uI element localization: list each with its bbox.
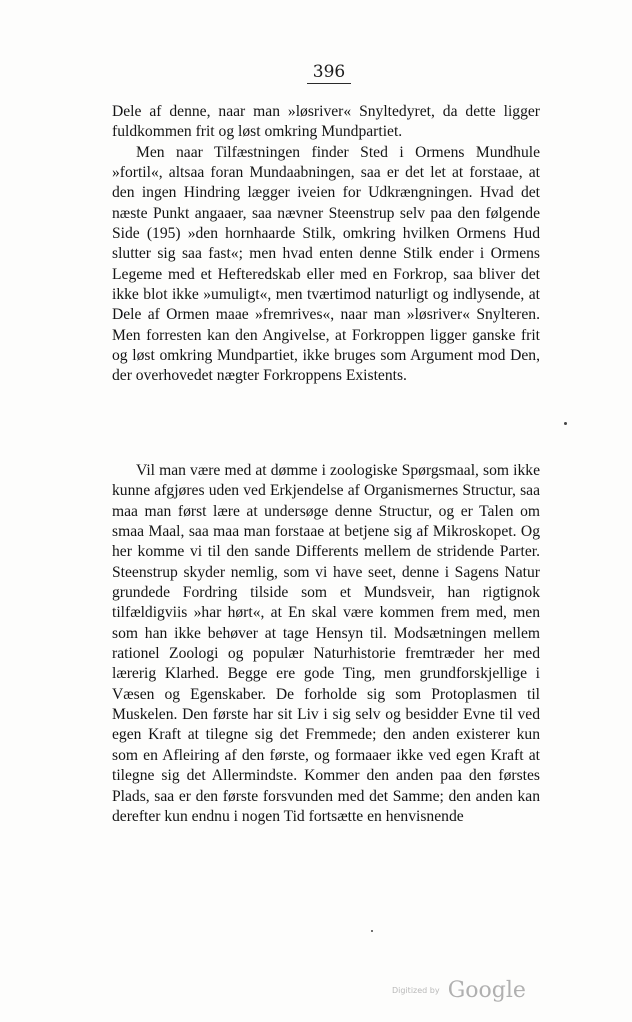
watermark-prefix: Digitized by <box>392 986 440 995</box>
page-number-text: 396 <box>307 62 351 84</box>
paragraph: Vil man være med at dømme i zoologiske Spørgsmaal, som ikke kunne afgjøres uden ved Erkjendelse af Organismernes Structur, saa maa man først lære at undersøge denne Structur, og er Talen om smaa Maal, saa maa man forstaae at betjene sig af Mikroskopet. Og her komme vi til den sande Differents mellem de stridende Parter. Steenstrup skyder nemlig, som vi have seet, denne i Sagens Natur grundede Fordring tilside som et Mundsveir, han rigtignok tilfældigviis »har hørt«, at En skal være kommen frem med, men som han ikke behøver at tage Hensyn til. Modsætningen mellem rationel Zoologi og populær Naturhistorie fremtræder her med lærerig Klarhed. Begge ere gode Ting, men grundforskjellige i Væsen og Egenskaber. De forholde sig som Protoplasmen til Muskelen. Den første har sit Liv i sig selv og besidder Evne til ved egen Kraft at tilegne sig det Fremmede; den anden existerer kun som en Afleiring af den første, og formaaer ikke ved egen Kraft at tilegne sig det Allermindste. Kommer den anden paa den førstes Plads, saa er den første forsvunden med det Samme; den anden kan derefter kun endnu i nogen Tid fortsætte en henvisnende <box>112 462 540 825</box>
margin-speck <box>564 422 567 425</box>
text-section-top <box>112 102 540 387</box>
paragraph: Men naar Tilfæstningen finder Sted i Ormens Mundhule »fortil«, altsaa foran Mundaabningen, saa er det let at forstaae, at den ingen Hindring lægger iveien for Udkrængningen. Hvad det næste Punkt angaaer, saa nævner Steenstrup selv paa den følgende Side (195) »den hornhaarde Stilk, omkring hvilken Ormens Hud slutter sig saa fast«; men hvad enten denne Stilk ender i Ormens Legeme med et Hefteredskab eller med en Forkrop, saa bliver det ikke blot ikke »umuligt«, men tværtimod naturligt og indlysende, at Dele af Ormen maae »fremrives«, naar man »løsriver« Snylteren. Men forresten kan den Angivelse, at Forkroppen ligger ganske frit og løst omkring Mundpartiet, ikke bruges som Argument mod Den, der overhovedet nægter Forkroppens Existents. <box>112 143 540 385</box>
page-number <box>0 62 632 84</box>
watermark-brand: Google <box>447 978 526 1003</box>
paragraph-continued: Dele af denne, naar man »løsriver« Snyltedyret, da dette ligger fuldkommen frit og løst omkring Mundpartiet. <box>112 103 540 141</box>
page-speck <box>371 930 373 932</box>
digitization-watermark <box>392 978 526 1003</box>
text-section-bottom <box>112 461 540 827</box>
